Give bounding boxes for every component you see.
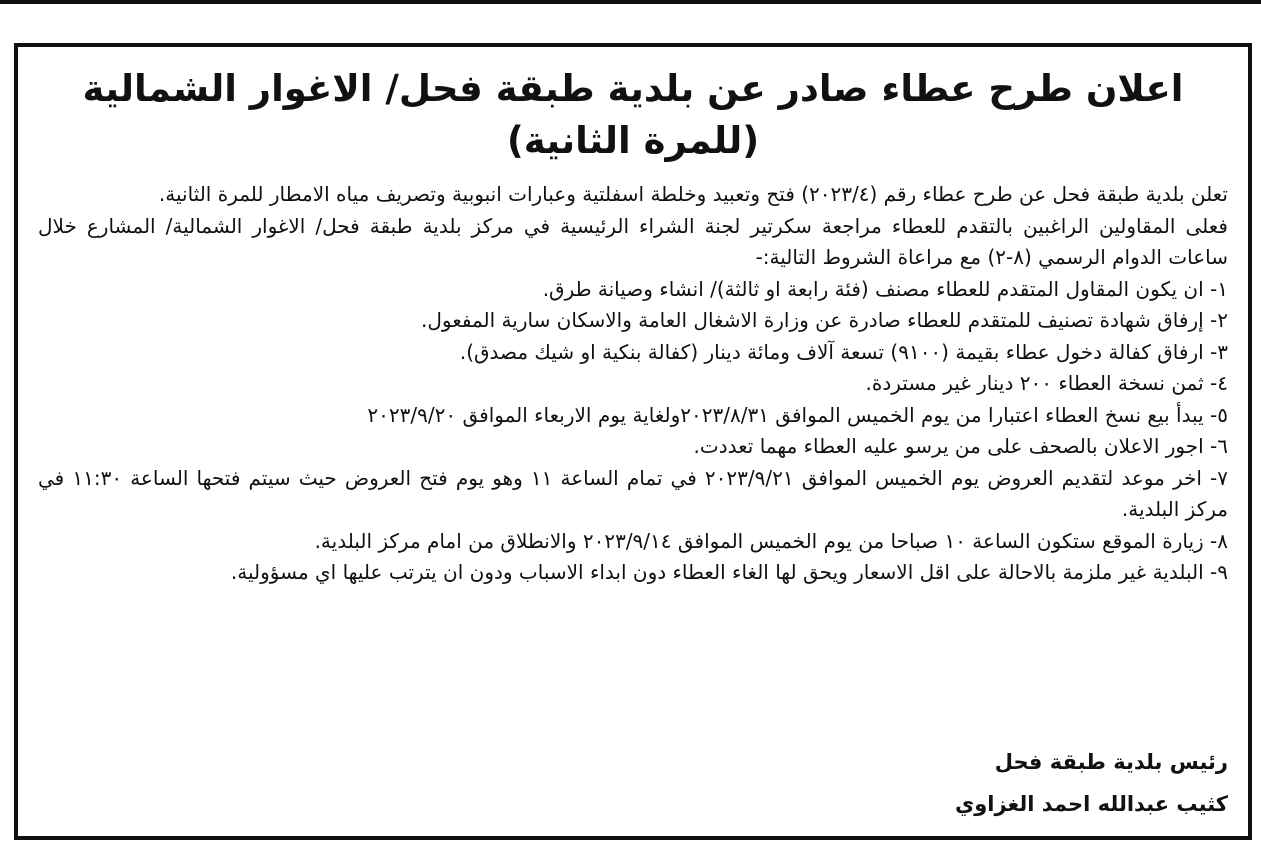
condition-item-5: ٥- يبدأ بيع نسخ العطاء اعتبارا من يوم الخميس الموافق ٢٠٢٣/٨/٣١ولغاية يوم الاربعاء الموافق ٢٠٢٣/٩/٢٠ — [367, 402, 1228, 427]
condition-item-7: ٧- اخر موعد لتقديم العروض يوم الخميس الموافق ٢٠٢٣/٩/٢١ في تمام الساعة ١١ وهو يوم فتح العروض حيث سيتم فتحها الساعة ١١:٣٠ في مركز البلدية. — [38, 465, 1229, 521]
condition-item-9: ٩- البلدية غير ملزمة بالاحالة على اقل الاسعار ويحق لها الغاء العطاء دون ابداء الاسباب ودون ان يترتب عليها اي مسؤولية. — [230, 560, 1228, 584]
signature-block — [955, 741, 1228, 825]
announcement-subtitle: (للمرة الثانية) — [506, 119, 760, 162]
announcement-title: اعلان طرح عطاء صادر عن بلدية طبقة فحل/ الاغوار الشمالية — [82, 67, 1184, 110]
condition-item-8: ٨- زيارة الموقع ستكون الساعة ١٠ صباحا من يوم الخميس الموافق ٢٠٢٣/٩/١٤ والانطلاق من امام مركز البلدية. — [314, 528, 1228, 553]
signature-name: كثيب عبدالله احمد الغزاوي — [955, 792, 1228, 816]
intro-paragraph: تعلن بلدية طبقة فحل عن طرح عطاء رقم (٢٠٢٣/٤) فتح وتعبيد وخلطة اسفلتية وعبارات انبوبية وتصريف مياه الامطار للمرة الثانية. — [158, 182, 1228, 206]
top-rule — [0, 0, 1261, 4]
announcement-box — [14, 43, 1252, 840]
condition-item-6: ٦- اجور الاعلان بالصحف على من يرسو عليه العطاء مهما تعددت. — [693, 434, 1228, 458]
condition-item-1: ١- ان يكون المقاول المتقدم للعطاء مصنف (فئة رابعة او ثالثة)/ انشاء وصيانة طرق. — [542, 276, 1228, 301]
condition-item-4: ٤- ثمن نسخة العطاء ٢٠٠ دينار غير مستردة. — [865, 371, 1228, 395]
condition-item-2: ٢- إرفاق شهادة تصنيف للمتقدم للعطاء صادرة عن وزارة الاشغال العامة والاسكان سارية المفعول. — [420, 308, 1228, 332]
announcement-body — [38, 179, 1228, 589]
instructions-paragraph: فعلى المقاولين الراغبين بالتقدم للعطاء مراجعة سكرتير لجنة الشراء الرئيسية في مركز بلدية طبقة فحل/ الاغوار الشمالية/ المشارع خلال ساعات الدوام الرسمي (٨-٢) مع مراعاة الشروط التالية:- — [38, 213, 1228, 269]
condition-item-3: ٣- ارفاق كفالة دخول عطاء بقيمة (٩١٠٠) تسعة آلاف ومائة دينار (كفالة بنكية او شيك مصدق). — [459, 339, 1228, 364]
signature-title: رئيس بلدية طبقة فحل — [994, 750, 1228, 774]
